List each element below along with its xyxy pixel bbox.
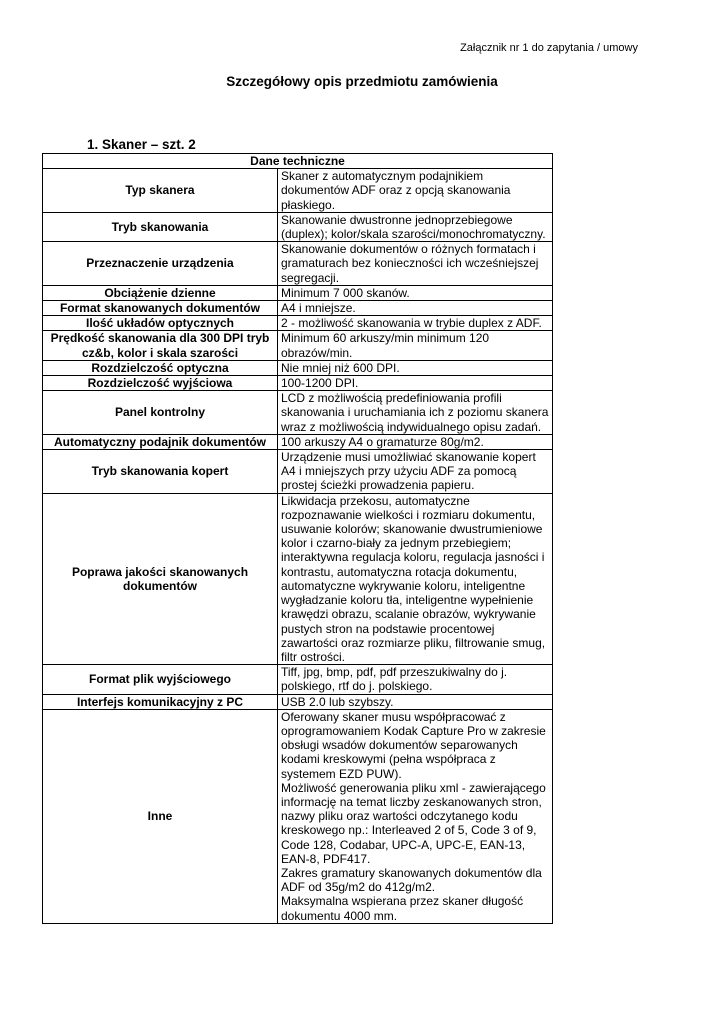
param-cell: Automatyczny podajnik dokumentów xyxy=(43,434,278,449)
value-cell: Skanowanie dwustronne jednoprzebiegowe (duplex); kolor/skala szarości/monochromatyczny. xyxy=(278,212,553,241)
value-cell: LCD z możliwością predefiniowania profili skanowania i uruchamiania ich z poziomu skanera wraz z możliwością indywidualnego opisu zadań. xyxy=(278,391,553,435)
table-row xyxy=(43,316,553,331)
value-cell: Oferowany skaner musu współpracować z oprogramowaniem Kodak Capture Pro w zakresie obsługi wsadów dokumentów separowanych kodami kreskowymi (pełna współpraca z systemem EZD PUW). Możliwość generowania pliku xml - zawierającego informację na temat liczby zeskanowanych stron, nazwy pliku oraz wartości odczytanego kodu kreskowego np.: Interleaved 2 of 5, Code 3 of 9, Code 128, Codabar, UPC-A, UPC-E, EAN-13, EAN-8, PDF417. Zakres gramatury skanowanych dokumentów dla ADF od 35g/m2 do 412g/m2. Maksymalna wspierana przez skaner długość dokumentu 4000 mm. xyxy=(278,709,553,923)
value-cell: Tiff, jpg, bmp, pdf, pdf przeszukiwalny do j. polskiego, rtf do j. polskiego. xyxy=(278,665,553,694)
spec-table xyxy=(42,153,553,924)
param-cell: Rozdzielczość optyczna xyxy=(43,360,278,375)
param-cell: Interfejs komunikacyjny z PC xyxy=(43,694,278,709)
table-row xyxy=(43,391,553,435)
table-row xyxy=(43,493,553,664)
table-row xyxy=(43,376,553,391)
param-cell: Obciążenie dzienne xyxy=(43,285,278,300)
table-row xyxy=(43,169,553,213)
table-row xyxy=(43,285,553,300)
value-cell: Skanowanie dokumentów o różnych formatach i gramaturach bez konieczności ich wcześniejszej segregacji. xyxy=(278,242,553,286)
value-cell: 100-1200 DPI. xyxy=(278,376,553,391)
spec-table-body xyxy=(43,154,553,924)
value-cell: A4 i mniejsze. xyxy=(278,301,553,316)
table-row xyxy=(43,360,553,375)
param-cell: Format skanowanych dokumentów xyxy=(43,301,278,316)
table-row xyxy=(43,694,553,709)
table-header-row xyxy=(43,154,553,169)
table-row xyxy=(43,665,553,694)
table-row xyxy=(43,709,553,923)
param-cell: Panel kontrolny xyxy=(43,391,278,435)
table-row xyxy=(43,434,553,449)
param-cell: Tryb skanowania kopert xyxy=(43,450,278,494)
table-row xyxy=(43,450,553,494)
table-row xyxy=(43,242,553,286)
param-cell: Typ skanera xyxy=(43,169,278,213)
param-cell: Format plik wyjściowego xyxy=(43,665,278,694)
param-cell: Ilość układów optycznych xyxy=(43,316,278,331)
section-title: 1. Skaner – szt. 2 xyxy=(87,137,196,152)
annex-reference: Załącznik nr 1 do zapytania / umowy xyxy=(460,42,638,54)
param-cell: Tryb skanowania xyxy=(43,212,278,241)
value-cell: 100 arkuszy A4 o gramaturze 80g/m2. xyxy=(278,434,553,449)
document-title: Szczegółowy opis przedmiotu zamówienia xyxy=(226,74,498,89)
value-cell: 2 - możliwość skanowania w trybie duplex z ADF. xyxy=(278,316,553,331)
value-cell: Nie mniej niż 600 DPI. xyxy=(278,360,553,375)
table-row xyxy=(43,212,553,241)
param-cell: Prędkość skanowania dla 300 DPI tryb cz&b, kolor i skala szarości xyxy=(43,331,278,360)
value-cell: Minimum 7 000 skanów. xyxy=(278,285,553,300)
param-cell: Inne xyxy=(43,709,278,923)
value-cell: Minimum 60 arkuszy/min minimum 120 obrazów/min. xyxy=(278,331,553,360)
value-cell: USB 2.0 lub szybszy. xyxy=(278,694,553,709)
table-header: Dane techniczne xyxy=(43,154,553,169)
param-cell: Rozdzielczość wyjściowa xyxy=(43,376,278,391)
table-row xyxy=(43,331,553,360)
param-cell: Poprawa jakości skanowanych dokumentów xyxy=(43,493,278,664)
value-cell: Likwidacja przekosu, automatyczne rozpoznawanie wielkości i rozmiaru dokumentu, usuwanie kolorów; skanowanie dwustrumieniowe kolor i czarno-biały za jednym przebiegiem; interaktywna regulacja koloru, regulacja jasności i kontrastu, automatyczna rotacja dokumentu, automatyczne wykrywanie koloru, inteligentne wygładzanie koloru tła, inteligentne wypełnienie krawędzi obrazu, scalanie obrazów, wykrywanie pustych stron na podstawie procentowej zawartości oraz rozmiarze pliku, filtrowanie smug, filtr ostrości. xyxy=(278,493,553,664)
table-row xyxy=(43,301,553,316)
param-cell: Przeznaczenie urządzenia xyxy=(43,242,278,286)
value-cell: Urządzenie musi umożliwiać skanowanie kopert A4 i mniejszych przy użyciu ADF za pomocą prostej ścieżki prowadzenia papieru. xyxy=(278,450,553,494)
value-cell: Skaner z automatycznym podajnikiem dokumentów ADF oraz z opcją skanowania płaskiego. xyxy=(278,169,553,213)
